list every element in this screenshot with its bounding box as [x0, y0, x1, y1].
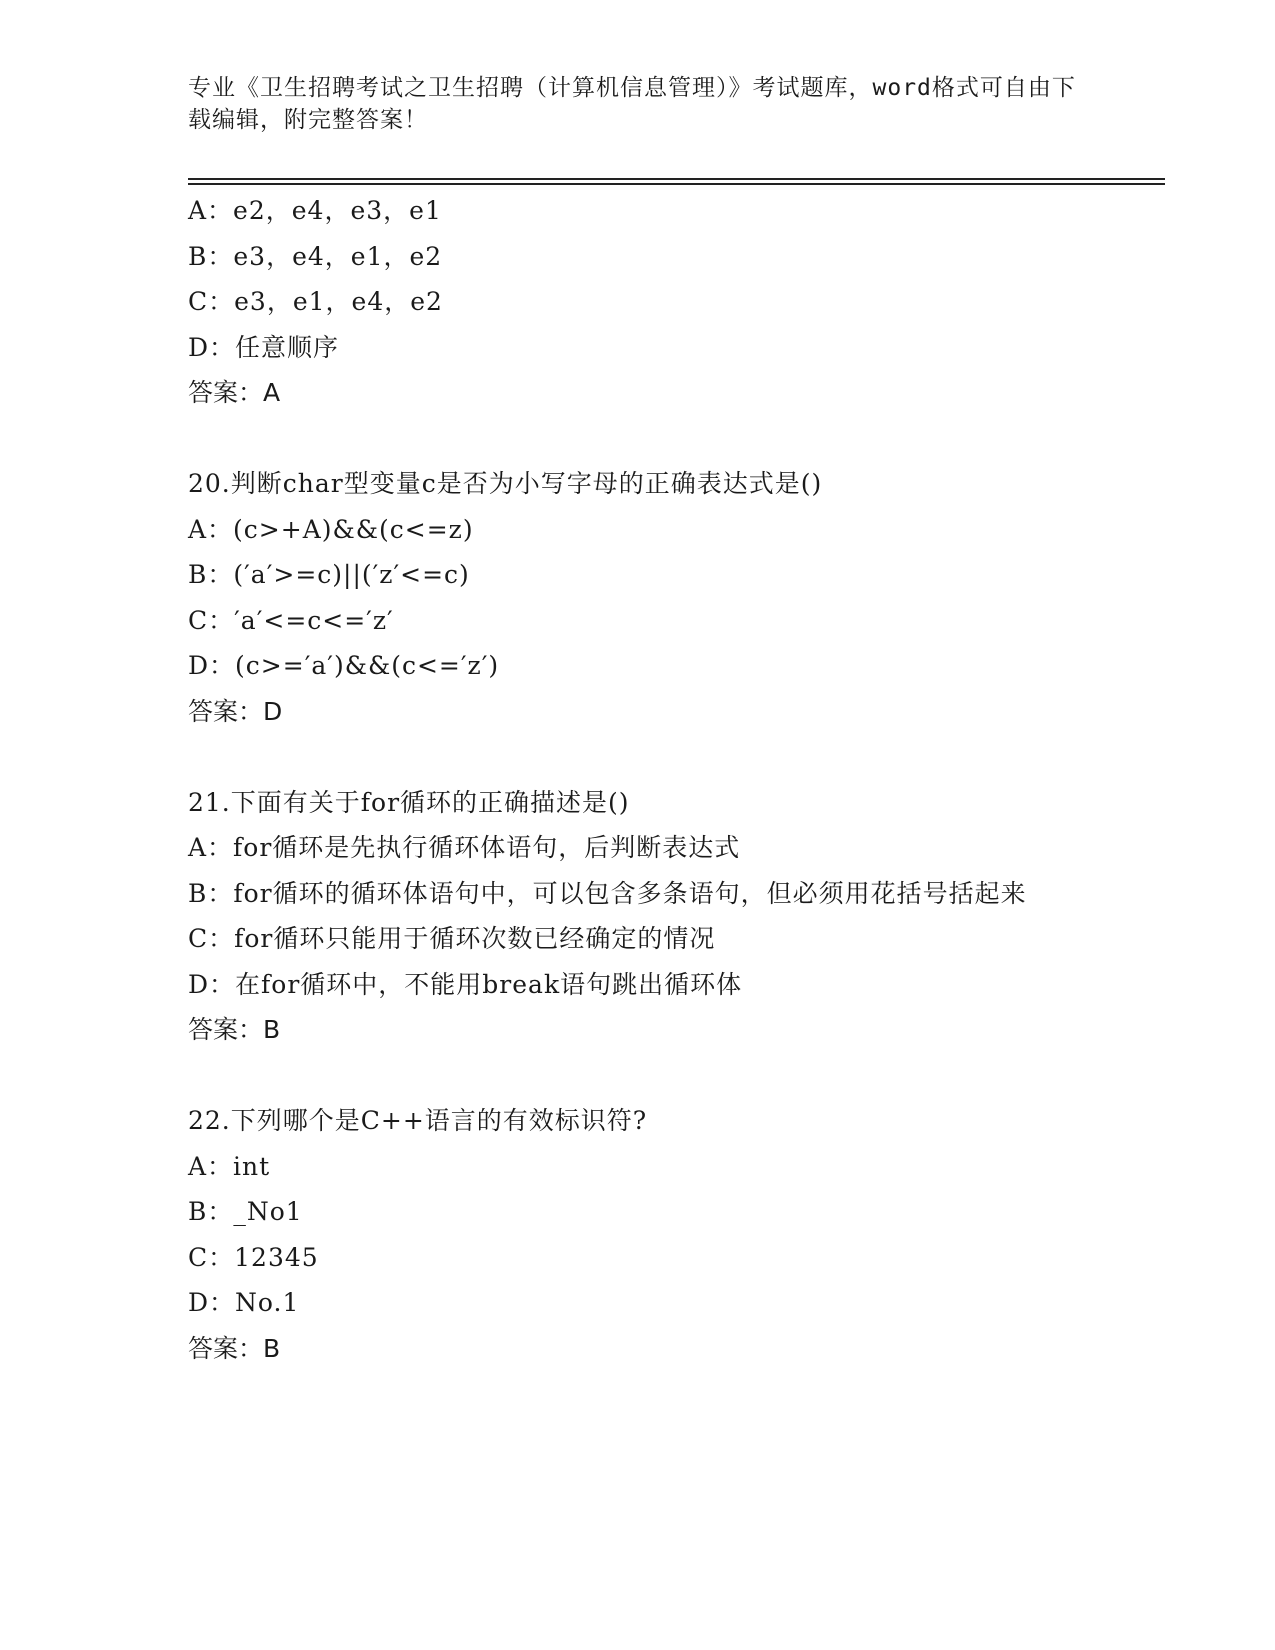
q19-option-c: C：e3，e1，e4，e2: [188, 287, 443, 316]
q21-question: 21.下面有关于for循环的正确描述是(): [188, 787, 630, 817]
q22-question: 22.下列哪个是C++语言的有效标识符?: [188, 1106, 648, 1135]
q21-option-b: B：for循环的循环体语句中，可以包含多条语句，但必须用花括号括起来: [188, 878, 1027, 908]
header-divider-bottom: [188, 183, 1165, 185]
q20-answer: 答案：D: [188, 696, 283, 726]
q21-option-d: D：在for循环中，不能用break语句跳出循环体: [188, 969, 743, 999]
q20-question: 20.判断char型变量c是否为小写字母的正确表达式是(): [188, 469, 823, 498]
q21-option-a: A：for循环是先执行循环体语句，后判断表达式: [188, 833, 741, 862]
q19-option-b: B：e3，e4，e1，e2: [188, 241, 443, 271]
q20-option-a: A：(c>+A)&&(c<=z): [188, 514, 474, 544]
q19-option-a: A：e2，e4，e3，e1: [188, 196, 442, 225]
question-22-block: [188, 1098, 1088, 1371]
q22-option-b: B：_No1: [188, 1197, 303, 1226]
q19-option-d: D：任意顺序: [188, 332, 340, 362]
spacer: [188, 1053, 1088, 1099]
question-list: [188, 188, 1088, 1371]
question-19-block: [188, 188, 1088, 416]
q22-option-a: A：int: [188, 1151, 271, 1181]
q22-option-c: C：12345: [188, 1242, 319, 1272]
spacer: [188, 416, 1088, 462]
q20-option-b: B：(′a′>=c)||(′z′<=c): [188, 560, 470, 589]
question-20-block: [188, 461, 1088, 734]
q21-option-c: C：for循环只能用于循环次数已经确定的情况: [188, 924, 716, 953]
document-header: 专业《卫生招聘考试之卫生招聘（计算机信息管理）》考试题库，word格式可自由下载编辑，附完整答案！: [188, 75, 1076, 133]
question-21-block: [188, 780, 1088, 1053]
q22-option-d: D：No.1: [188, 1288, 300, 1317]
header-divider-top: [188, 178, 1165, 180]
q20-option-d: D：(c>=′a′)&&(c<=′z′): [188, 651, 500, 680]
q21-answer: 答案：B: [188, 1015, 281, 1044]
q19-answer: 答案：A: [188, 378, 281, 407]
q22-answer: 答案：B: [188, 1333, 281, 1363]
spacer: [188, 734, 1088, 780]
q20-option-c: C：′a′<=c<=′z′: [188, 605, 394, 635]
